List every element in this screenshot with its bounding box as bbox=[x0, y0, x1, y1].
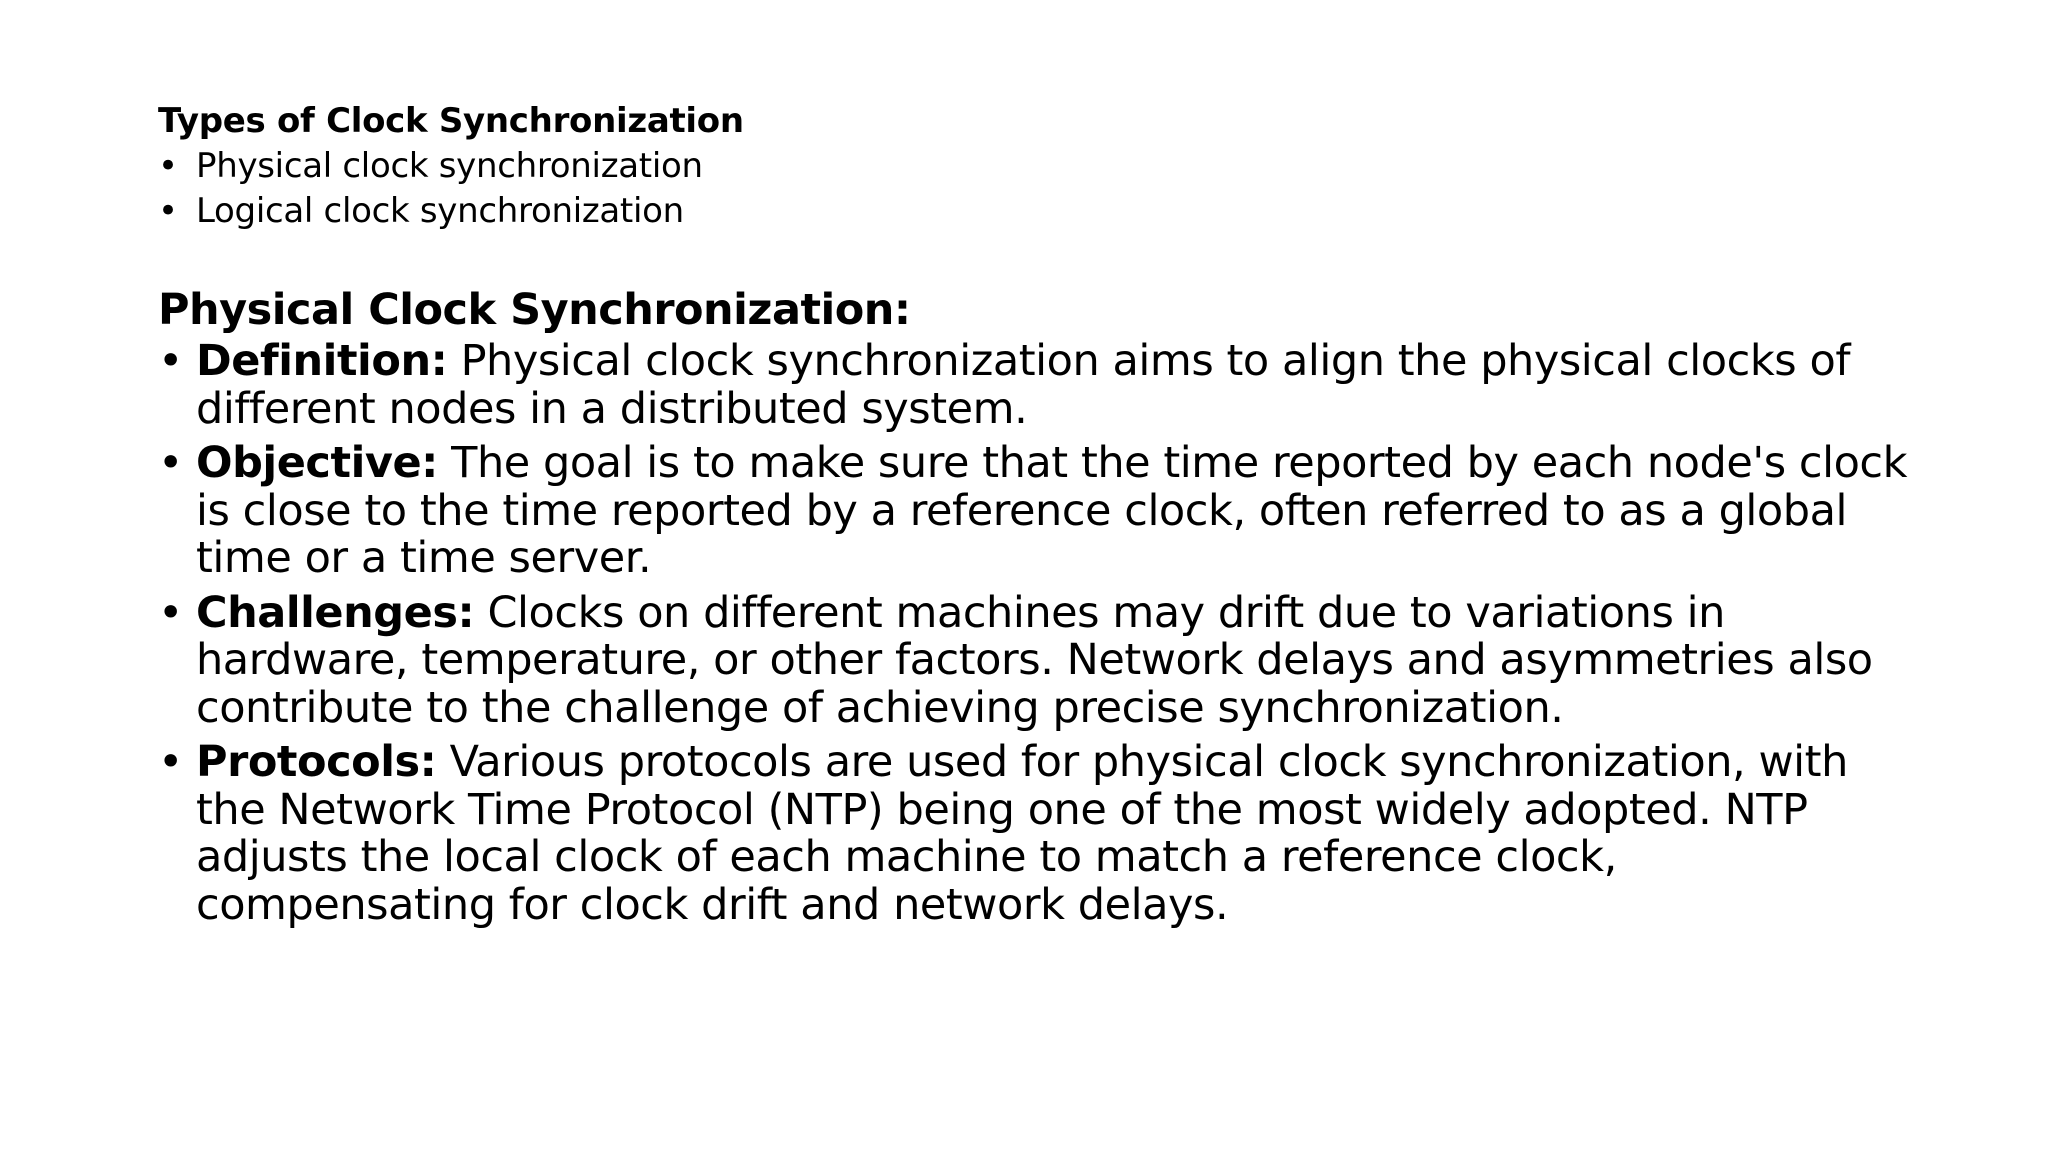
objective-item bbox=[158, 440, 1918, 583]
bullet-icon: • bbox=[158, 587, 183, 638]
definition-text: Physical clock synchronization aims to align the physical clocks of different nodes in a distributed system. bbox=[196, 336, 1851, 434]
objective-term: Objective: bbox=[196, 438, 438, 488]
protocols-text: Various protocols are used for physical clock synchronization, with the Network Time Protocol (NTP) being one of the most widely adopted. NTP adjusts the local clock of each machine to match a reference clock, compensating for clock drift and network delays. bbox=[196, 737, 1848, 930]
objective-text: The goal is to make sure that the time reported by each node's clock is close to the time reported by a reference clock, often referred to as a global time or a time server. bbox=[196, 438, 1908, 583]
physical-list bbox=[158, 338, 1918, 929]
protocols-term: Protocols: bbox=[196, 737, 437, 787]
physical-heading: Physical Clock Synchronization: bbox=[158, 285, 911, 335]
slide-content bbox=[158, 98, 1918, 936]
definition-item bbox=[158, 338, 1918, 433]
list-item-text: Physical clock synchronization bbox=[196, 146, 703, 186]
bullet-icon: • bbox=[158, 336, 183, 386]
challenges-text: Clocks on different machines may drift due to variations in hardware, temperature, or other factors. Network delays and asymmetries also contribute to the challenge of achieving precise synchronization. bbox=[196, 587, 1873, 733]
list-item bbox=[158, 144, 1918, 189]
bullet-icon: • bbox=[158, 146, 178, 186]
types-list bbox=[158, 144, 1918, 234]
bullet-icon: • bbox=[158, 737, 183, 787]
types-heading: Types of Clock Synchronization bbox=[158, 101, 744, 141]
bullet-icon: • bbox=[158, 438, 183, 488]
definition-term: Definition: bbox=[196, 336, 448, 386]
challenges-item bbox=[158, 587, 1918, 733]
bullet-icon: • bbox=[158, 191, 178, 231]
list-item bbox=[158, 189, 1918, 234]
challenges-term: Challenges: bbox=[196, 587, 475, 638]
protocols-item bbox=[158, 739, 1918, 929]
list-item-text: Logical clock synchronization bbox=[196, 191, 684, 231]
